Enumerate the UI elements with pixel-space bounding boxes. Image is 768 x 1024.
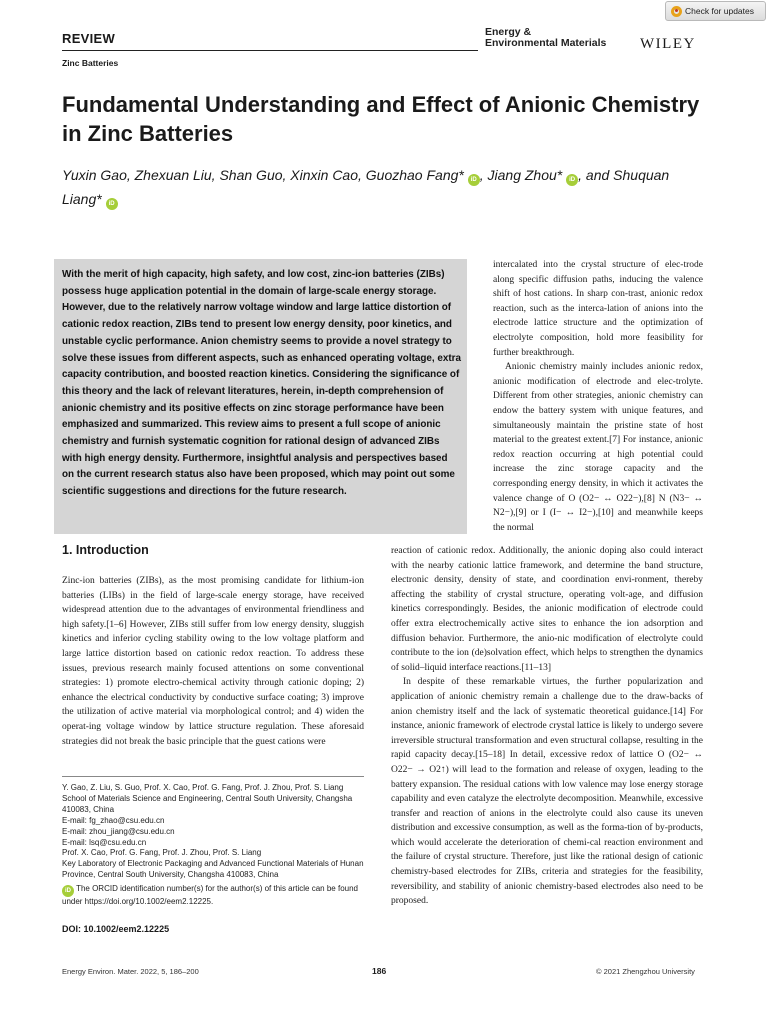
right-paragraph-2: Anionic chemistry mainly includes anionic redox, anionic modification of electrode and elec-trolyte. Different from other strategies, anionic chemistry can endow the battery system with unique features, and simultaneously maintain the pristine state of host material to the greatest extent.[7] For instance, anionic redox reaction occurring at high potential could increase the zinc storage capacity and the corresponding energy density, in which it activates the valence change of O (O2− ↔ O22−),[8] N (N3− ↔ N2−),[9] or I (I− ↔ I2−),[10] and meanwhile keeps the normal [493,362,703,533]
right-column-full [391,544,703,909]
footer-journal-citation: Energy Environ. Mater. 2022, 5, 186–200 [62,967,199,976]
orcid-icon: iD [62,885,74,897]
author-list [62,163,702,211]
doi-link[interactable]: DOI: 10.1002/eem2.12225 [62,924,170,934]
email-link[interactable]: E-mail: zhou_jiang@csu.edu.cn [62,826,175,836]
right-paragraph-1: intercalated into the crystal structure of elec-trode along specific diffusion paths, inducing the valence shift of host cations. In sharp con-trast, anionic redox reaction, such as the interca-lation of anions into the electrode lattice structure and the optimization of electrolyte composition, hold more feasibility for further breakthrough. [493,260,703,358]
crossmark-icon [671,6,682,17]
journal-name-line1: Energy & [485,26,532,38]
affiliation-block [62,783,364,908]
header-rule [62,50,478,51]
footer-copyright: © 2021 Zhengzhou University [596,967,695,976]
right-column-top [493,258,703,535]
topic-label: Zinc Batteries [62,58,119,68]
email-link[interactable]: E-mail: fg_zhao@csu.edu.cn [62,815,165,825]
affiliation-institution-2: Key Laboratory of Electronic Packaging and Advanced Functional Materials of Hunan Province, Central South University, Changsha 410083, China [62,859,364,880]
affiliation-rule [62,776,364,777]
article-title: Fundamental Understanding and Effect of Anionic Chemistry in Zinc Batteries [62,92,700,146]
authors-part1: Yuxin Gao, Zhexuan Liu, Shan Guo, Xinxin Cao, Guozhao Fang* [62,167,464,183]
affiliation-authors-2: Prof. X. Cao, Prof. G. Fang, Prof. J. Zhou, Prof. S. Liang [62,848,262,858]
affiliation-authors-1: Y. Gao, Z. Liu, S. Guo, Prof. X. Cao, Prof. G. Fang, Prof. J. Zhou, Prof. S. Liang [62,783,344,792]
publisher-logo: WILEY [640,36,696,52]
authors-part3: , and Shuquan Liang* [62,167,670,207]
orcid-icon[interactable]: iD [468,174,480,186]
section-tag: REVIEW [62,31,116,46]
page-number: 186 [372,966,387,976]
affiliation-institution-1: School of Materials Science and Engineering, Central South University, Changsha 410083, China [62,793,353,814]
email-link[interactable]: E-mail: lsq@csu.edu.cn [62,837,147,847]
abstract-text: With the merit of high capacity, high safety, and low cost, zinc-ion batteries (ZIBs) possess huge application potential in the domain of large-scale energy storage. However, due to the relatively narrow voltage window and large lattice distortion of cationic redox reaction, ZIBs tend to present low energy density, poor kinetics, and unstable cyclic performance. Anion chemistry seems to provide a novel strategy to solve these issues from different aspects, such as enhanced operating voltage, extra capacity contribution, and boosted reaction kinetics. Considering the significance of this theory and the lack of relevant literatures, herein, in-depth comprehension of anionic chemistry and its positive effects on zinc storage performance have been emphasized and summarized. This review aims to present a full scope of anionic chemistry and furnish systematic cognition for rational design of advanced ZIBs with high energy density. Furthermore, insightful analysis and perspectives based on the current research status also have been proposed, which may point out some scientific suggestions and directions for the future research. [62,269,461,498]
check-for-updates-button[interactable] [665,1,766,21]
journal-name [485,27,606,49]
authors-part2: , Jiang Zhou* [479,167,563,183]
orcid-icon[interactable]: iD [566,174,578,186]
right-paragraph-4: In despite of these remarkable virtues, the further popularization and application of anionic chemistry remain a challenge due to the draw-backs of anion chemistry itself and the lack of systematic theoretical guidance.[14] For instance, anionic framework of electrode crystal lattice is likely to undergo severe irreversible structural transformation and even structural collapse, resulting in the rapid capacity decay.[15–18] In detail, excessive redox of lattice O (O2− ↔ O22− → O2↑) will lead to the formation and release of oxygen, leading to the battery expansion. The residual cations with low valence may lose energy storage capability and even catalyze the electrolyte decomposition. Meanwhile, excessive transfer and reaction of anions in the electrolyte could also cause its uneven distribution and excessive consumption, as well as the forma-tion of by-products, which would accelerate the deterioration of chemi-cal reaction environment and the failure of crystal structure. Therefore, just like the rational design of cationic chemistry-based electrodes for ZIBs, criteria and strategies for the feasibility, reversibility, and stability of anionic chemistry-based electrodes also need to be proposed. [391,677,703,907]
intro-heading: 1. Introduction [62,543,149,557]
orcid-icon[interactable]: iD [106,198,118,210]
check-for-updates-label: Check for updates [685,6,754,16]
right-paragraph-3: reaction of cationic redox. Additionally, the anionic doping also could interact with the nearby cationic lattice framework, and determine the band structure, electronic density, density of state, and coordination envi-ronment, thereby affecting the stability of crystal structure, operating volt-age, and diffusion kinetics correspondingly. Besides, the anionic modification of electrode could offer extra electrochemically active sites to enhance the ion adsorption and diffusion behavior. Furthermore, the anio-nic modification of electrolyte could contribute to the ion (de)solvation effect, which helps to strengthen the dynamics of solid–liquid interface reactions.[11–13] [391,546,703,673]
orcid-note [62,884,364,908]
intro-paragraph-left: Zinc-ion batteries (ZIBs), as the most promising candidate for lithium-ion batteries (LIBs) in the field of large-scale energy storage, have received widespread attention due to the advantages of environmental friendliness and high safety.[1–6] However, ZIBs still suffer from low energy density, sluggish kinetics and inferior cycling stability owing to the low voltage platform and large lattice distortion based on cationic redox reaction. To address these issues, previous research mainly focused attentions on some conventional strategies: 1) promote electro-chemical activity through cationic doping; 2) enhance the electrical conductivity by conductive surface coating; 3) improve the utilization of active material via morphological control; and 4) widen the operat-ing voltage window by lattice structure regulation. These aforesaid strategies did not break the basic principle that the guest cations were [62,576,364,747]
orcid-note-text[interactable]: The ORCID identification number(s) for the author(s) of this article can be found under https://doi.org/10.1002/eem2.12225. [62,884,358,907]
journal-name-line2: Environmental Materials [485,37,607,49]
